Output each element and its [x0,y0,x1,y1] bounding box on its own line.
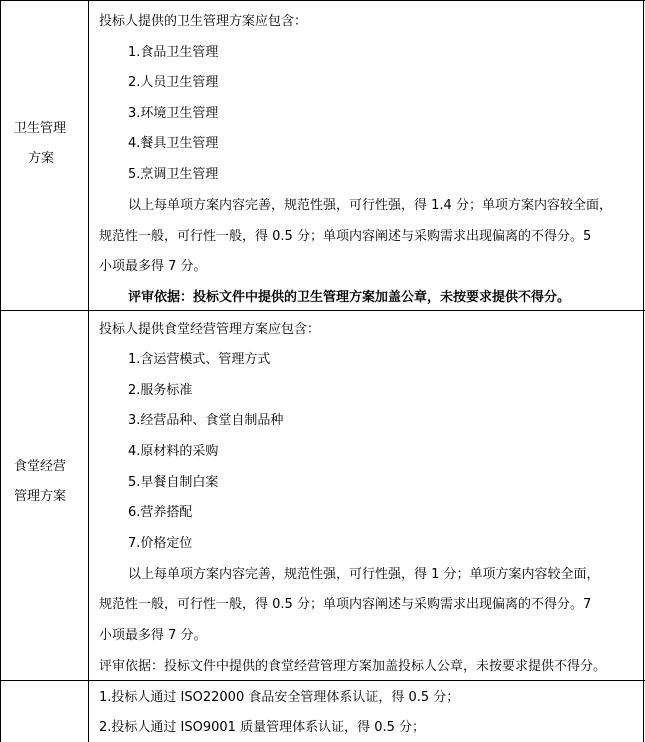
row-label-line: 方案 [28,151,55,166]
row-divider [0,680,645,681]
scoring-text: 小项最多得 7 分。 [99,259,207,274]
column-divider [88,0,89,742]
list-item: 4.原材料的采购 [128,444,219,459]
list-item: 2.人员卫生管理 [128,75,219,90]
canteen-intro: 投标人提供食堂经营管理方案应包含： [99,322,321,337]
list-item: 2.投标人通过 ISO9001 质量管理体系认证，得 0.5 分； [99,720,426,735]
table-border-top [0,0,645,1]
evaluation-basis: 评审依据：投标文件中提供的卫生管理方案加盖公章，未按要求提供不得分。 [128,290,571,305]
row-label-line: 食堂经营 [14,459,67,474]
list-item: 1.投标人通过 ISO22000 食品安全管理体系认证，得 0.5 分； [99,690,460,705]
row-label-line: 管理方案 [14,489,67,504]
table-border-left [0,0,1,742]
list-item: 7.价格定位 [128,536,193,551]
scoring-text: 小项最多得 7 分。 [99,628,207,643]
table-border-right [643,0,644,742]
list-item: 1.食品卫生管理 [128,45,219,60]
list-item: 1.含运营模式、管理方式 [128,352,271,367]
scoring-text: 规范性一般，可行性一般，得 0.5 分；单项内容阐述与采购需求出现偏离的不得分。7 [99,597,592,612]
list-item: 3.经营品种、食堂自制品种 [128,413,284,428]
row-label-canteen [14,452,66,512]
row-label-line: 卫生管理 [14,121,67,136]
evaluation-basis: 评审依据：投标文件中提供的食堂经营管理方案加盖投标人公章，未按要求提供不得分。 [99,659,607,674]
list-item: 2.服务标准 [128,383,193,398]
scoring-text: 以上每单项方案内容完善，规范性强，可行性强，得 1.4 分；单项方案内容较全面， [128,198,612,213]
list-item: 6.营养搭配 [128,505,193,520]
list-item: 3.环境卫生管理 [128,106,219,121]
scoring-text: 规范性一般，可行性一般，得 0.5 分；单项内容阐述与采购需求出现偏离的不得分。5 [99,229,592,244]
list-item: 5.烹调卫生管理 [128,167,219,182]
scoring-text: 以上每单项方案内容完善，规范性强，可行性强，得 1 分；单项方案内容较全面， [128,567,600,582]
hygiene-intro: 投标人提供的卫生管理方案应包含： [99,14,308,29]
row-divider [0,310,645,311]
list-item: 4.餐具卫生管理 [128,136,219,151]
row-label-hygiene [14,114,66,174]
list-item: 5.早餐自制白案 [128,475,219,490]
